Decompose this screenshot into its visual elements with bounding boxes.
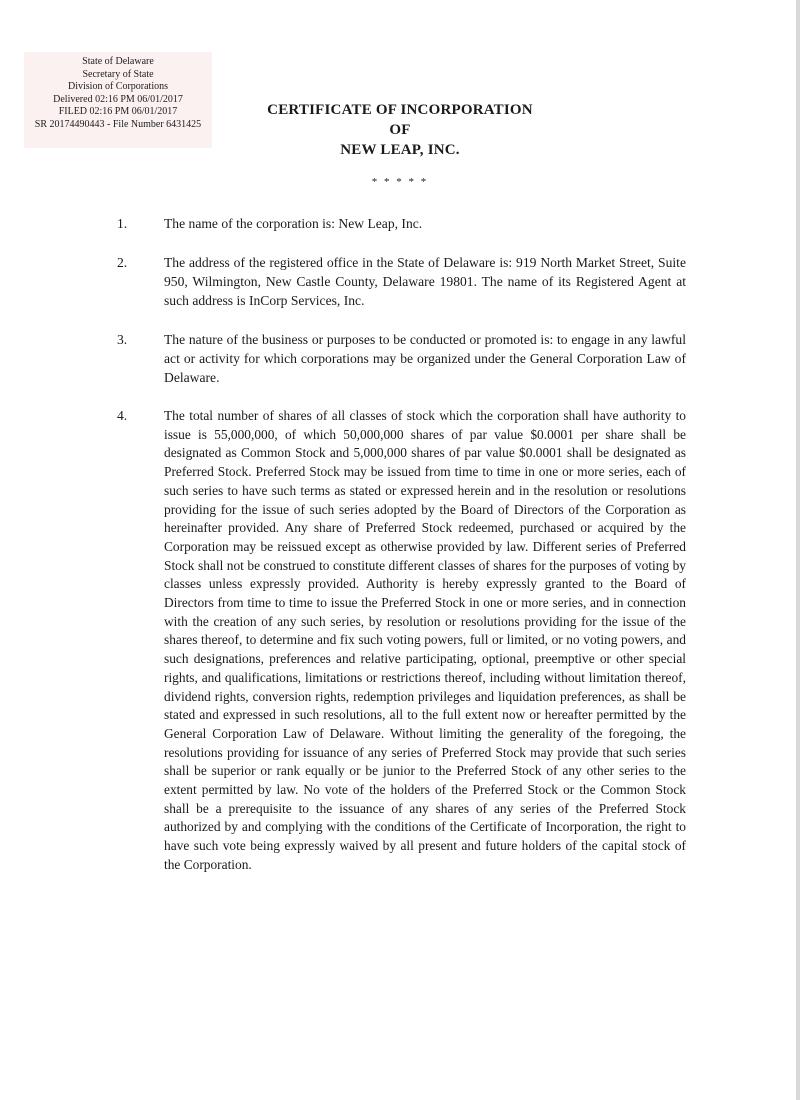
title-line-3: NEW LEAP, INC. (340, 142, 460, 158)
stamp-line: Secretary of State (82, 68, 154, 80)
article-number: 1. (117, 216, 128, 231)
document-title (200, 100, 600, 160)
page-edge (796, 0, 800, 1100)
separator-stars: * * * * * (371, 176, 429, 188)
article-text: The nature of the business or purposes to be conducted or promoted is: to engage in any lawful act or activity for which corporations may be organized under the General Corporation Law of Delaware. (164, 332, 686, 385)
article-number: 4. (117, 408, 128, 423)
article-text: The total number of shares of all classes of stock which the corporation shall have authority to issue is 55,000,000, of which 50,000,000 shares of par value $0.0001 per share shall be designated as Common Stock and 5,000,000 shares of par value $0.0001 shall be designated as Preferred Stock. Preferred Stock may be issued from time to time in one or more series, each of such series to have such terms as stated or expressed herein and in the resolution or resolutions providing for the issue of such series adopted by the Board of Directors of the Corporation as hereinafter provided. Any share of Preferred Stock redeemed, purchased or acquired by the Corporation may be reissued except as otherwise provided by law. Different series of Preferred Stock shall not be construed to constitute different classes of shares for the purposes of voting by classes unless expressly provided. Authority is hereby expressly granted to the Board of Directors from time to time to issue the Preferred Stock in one or more series, and in connection with the creation of any such series, by resolution or resolutions providing for the issue of the shares thereof, to determine and fix such voting powers, full or limited, or no voting powers, and such designations, preferences and relative participating, optional, preemptive or other special rights, and qualifications, limitations or restrictions thereof, including without limitation thereof, dividend rights, conversion rights, redemption privileges and liquidation preferences, as shall be stated and expressed in such resolutions, all to the full extent now or hereafter permitted by the General Corporation Law of Delaware. Without limiting the generality of the foregoing, the resolutions providing for issuance of any series of Preferred Stock may provide that such series shall be superior or rank equally or be junior to the Preferred Stock of any other series to the extent permitted by law. No vote of the holders of the Preferred Stock or the Common Stock shall be a prerequisite to the issuance of any shares of any series of the Preferred Stock authorized by and complying with the conditions of the Certificate of Incorporation, the right to have such vote being expressly waived by all present and future holders of the capital stock of the Corporation. (164, 408, 686, 872)
article-number: 3. (117, 332, 128, 347)
article-number: 2. (117, 255, 128, 270)
filing-stamp (24, 52, 212, 148)
stamp-line: SR 20174490443 - File Number 6431425 (34, 118, 202, 130)
stamp-line: Division of Corporations (68, 81, 168, 93)
title-line-2: OF (389, 122, 411, 138)
stamp-line: FILED 02:16 PM 06/01/2017 (58, 106, 178, 118)
stamp-line: State of Delaware (82, 56, 154, 67)
title-line-1: CERTIFICATE OF INCORPORATION (267, 102, 533, 118)
article-text: The address of the registered office in the State of Delaware is: 919 North Market Street, Suite 950, Wilmington, New Castle County, Delaware 19801. The name of its Registered Agent at such address is InCorp Services, Inc. (164, 255, 686, 308)
stamp-line: Delivered 02:16 PM 06/01/2017 (53, 93, 183, 105)
article-text: The name of the corporation is: New Leap, Inc. (164, 216, 423, 231)
